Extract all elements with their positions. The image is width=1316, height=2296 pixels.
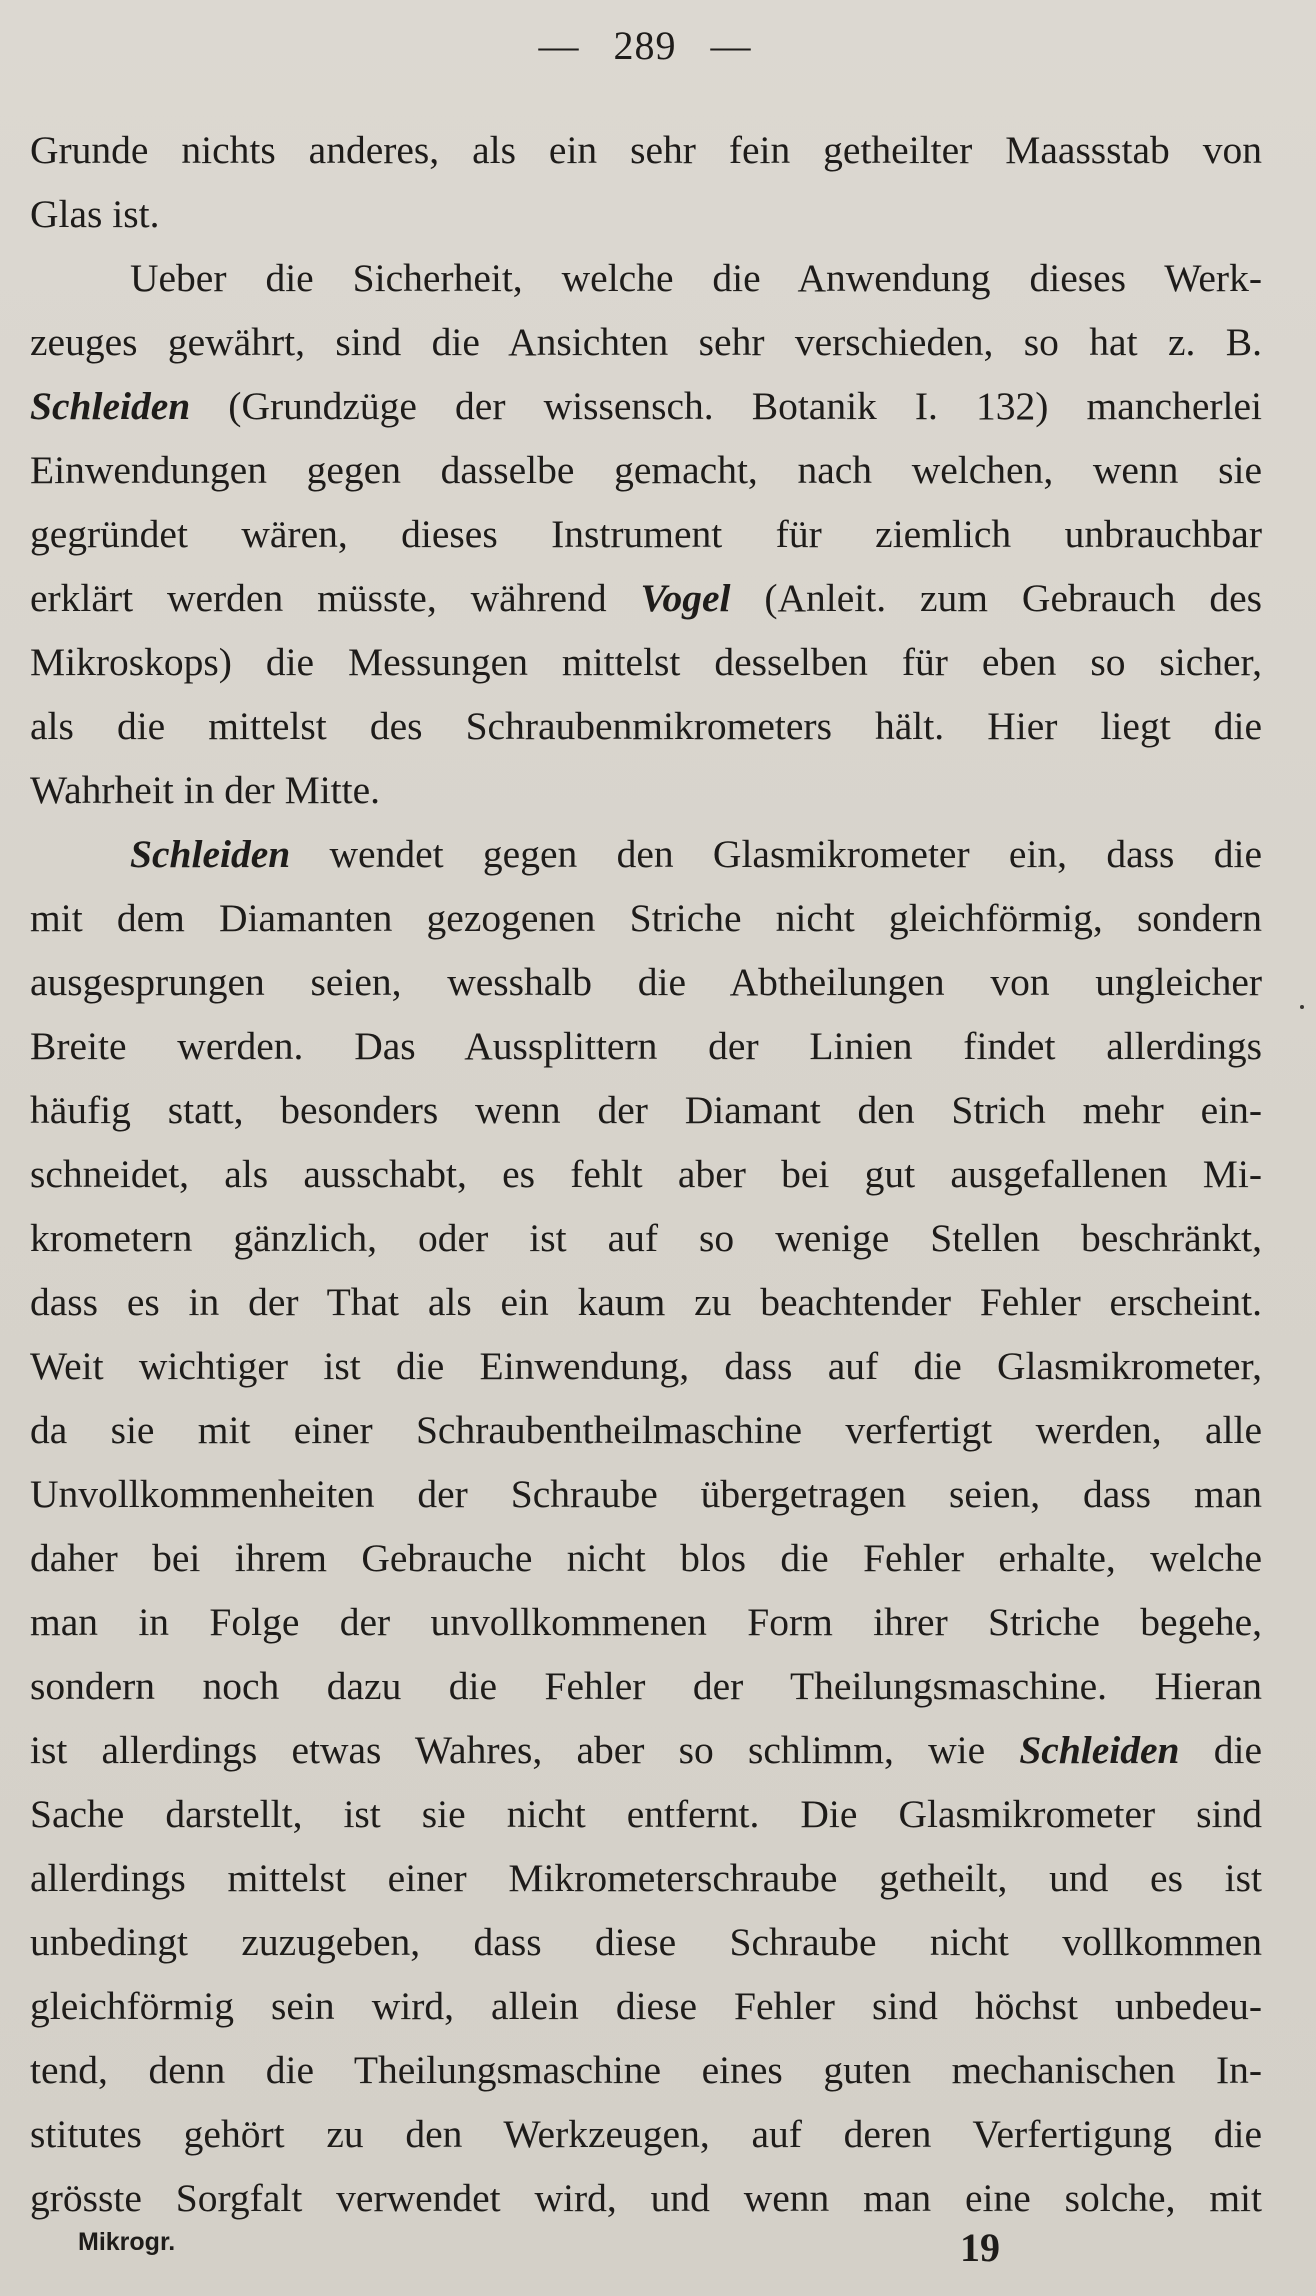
text-line: ist allerdings etwas Wahres, aber so schlimm, wie Schleiden die	[30, 1728, 1262, 1772]
text-line: Schleiden wendet gegen den Glasmikrometer ein, dass die	[130, 832, 1262, 876]
page-header	[0, 22, 1290, 69]
text-line: allerdings mittelst einer Mikrometerschraube getheilt, und es ist	[30, 1856, 1262, 1900]
paper-speck	[1300, 1005, 1304, 1009]
text-line: Breite werden. Das Aussplittern der Linien findet allerdings	[30, 1024, 1262, 1068]
text-line: unbedingt zuzugeben, dass diese Schraube nicht vollkommen	[30, 1920, 1262, 1964]
text-line: häufig statt, besonders wenn der Diamant den Strich mehr ein-	[30, 1088, 1262, 1132]
text-line: Grunde nichts anderes, als ein sehr fein getheilter Maassstab von	[30, 128, 1262, 172]
text-line: schneidet, als ausschabt, es fehlt aber bei gut ausgefallenen Mi-	[30, 1152, 1262, 1196]
signature-mark: Mikrogr.	[78, 2228, 176, 2256]
text-line: Mikroskops) die Messungen mittelst desselben für eben so sicher,	[30, 640, 1262, 684]
text-line: dass es in der That als ein kaum zu beachtender Fehler erscheint.	[30, 1280, 1262, 1324]
text-line: Einwendungen gegen dasselbe gemacht, nach welchen, wenn sie	[30, 448, 1262, 492]
text-line: man in Folge der unvollkommenen Form ihrer Striche begehe,	[30, 1600, 1262, 1644]
text-line: grösste Sorgfalt verwendet wird, und wenn man eine solche, mit	[30, 2176, 1262, 2220]
author-name-schleiden: Schleiden	[130, 832, 291, 876]
text-line: Unvollkommenheiten der Schraube übergetragen seien, dass man	[30, 1472, 1262, 1516]
header-dash-right: —	[710, 23, 752, 68]
text-line: Schleiden (Grundzüge der wissensch. Botanik I. 132) mancherlei	[30, 384, 1262, 428]
text-line: krometern gänzlich, oder ist auf so wenige Stellen beschränkt,	[30, 1216, 1262, 1260]
text-line: Sache darstellt, ist sie nicht entfernt. Die Glasmikrometer sind	[30, 1792, 1262, 1836]
page-number: 289	[613, 23, 677, 68]
text-line: Wahrheit in der Mitte.	[30, 768, 381, 812]
text-line: Glas ist.	[30, 192, 160, 236]
text-line: mit dem Diamanten gezogenen Striche nicht gleichförmig, sondern	[30, 896, 1262, 940]
text-line: erklärt werden müsste, während Vogel (Anleit. zum Gebrauch des	[30, 576, 1262, 620]
text-line: da sie mit einer Schraubentheilmaschine verfertigt werden, alle	[30, 1408, 1262, 1452]
author-name-schleiden: Schleiden	[30, 384, 191, 428]
text-line: tend, denn die Theilungsmaschine eines guten mechanischen In-	[30, 2048, 1262, 2092]
text-line: Ueber die Sicherheit, welche die Anwendung dieses Werk-	[130, 256, 1262, 300]
text-line: stitutes gehört zu den Werkzeugen, auf deren Verfertigung die	[30, 2112, 1262, 2156]
header-dash-left: —	[538, 23, 580, 68]
text-line: gegründet wären, dieses Instrument für ziemlich unbrauchbar	[30, 512, 1262, 556]
text-line: zeuges gewährt, sind die Ansichten sehr verschieden, so hat z. B.	[30, 320, 1262, 364]
text-line: gleichförmig sein wird, allein diese Fehler sind höchst unbedeu-	[30, 1984, 1262, 2028]
author-name-vogel: Vogel	[640, 576, 731, 620]
author-name-schleiden: Schleiden	[1019, 1728, 1180, 1772]
text-line: sondern noch dazu die Fehler der Theilungsmaschine. Hieran	[30, 1664, 1262, 1708]
gathering-number: 19	[960, 2225, 1000, 2270]
text-line: Weit wichtiger ist die Einwendung, dass auf die Glasmikrometer,	[30, 1344, 1262, 1388]
text-line: daher bei ihrem Gebrauche nicht blos die Fehler erhalte, welche	[30, 1536, 1262, 1580]
text-line: ausgesprungen seien, wesshalb die Abtheilungen von ungleicher	[30, 960, 1262, 1004]
body-text	[30, 118, 1262, 2230]
page-footer	[0, 2224, 1316, 2274]
text-line: als die mittelst des Schraubenmikrometers hält. Hier liegt die	[30, 704, 1262, 748]
